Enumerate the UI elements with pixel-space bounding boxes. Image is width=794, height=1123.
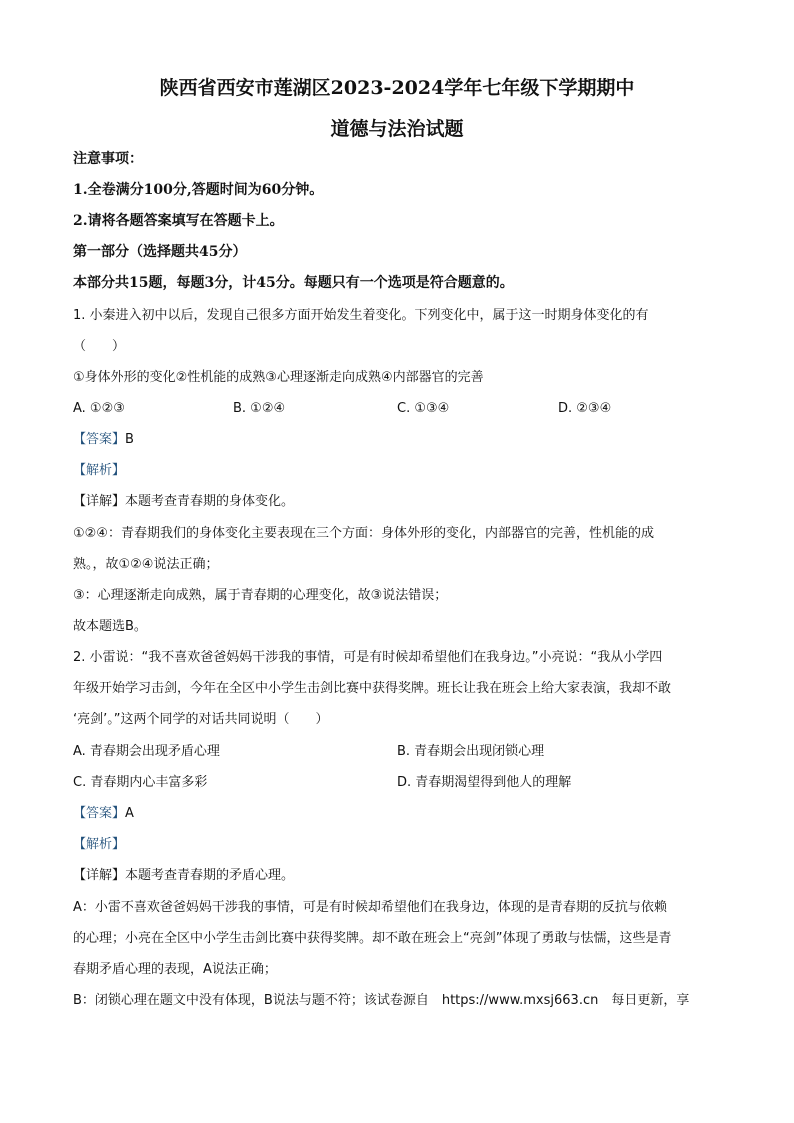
question-stem: 年级开始学习击剑，今年在全区中小学生击剑比赛中获得奖牌。班长让我在班会上给大家表演，我却不敢 [73, 681, 672, 696]
detail-line [73, 493, 294, 511]
explanation-line: 故本题选B。 [73, 619, 147, 634]
option-b: B. 青春期会出现闭锁心理 [397, 744, 545, 759]
answer-tag: 【答案】 [73, 432, 126, 447]
question-stem: ‘亮剑’。”这两个同学的对话共同说明（ ） [73, 712, 329, 727]
question-stem: 1. 小秦进入初中以后，发现自己很多方面开始发生着变化。下列变化中，属于这一时期身体变化的有 [73, 308, 649, 323]
notice-item: 2.请将各题答案填写在答题卡上。 [73, 213, 284, 229]
question-statements: ①身体外形的变化②性机能的成熟③心理逐渐走向成熟④内部器官的完善 [73, 370, 484, 385]
page-title: 陕西省西安市莲湖区2023-2024学年七年级下学期期中 [159, 77, 635, 99]
option-d: D. 青春期渴望得到他人的理解 [397, 775, 572, 790]
explanation-line: 的心理；小亮在全区中小学生击剑比赛中获得奖牌。却不敢在班会上“亮剑”体现了勇敢与怯懦，这些是青 [73, 931, 672, 946]
question-blank: （ ） [73, 339, 126, 354]
explanation-line: A：小雷不喜欢爸爸妈妈干涉我的事情，可是有时候却希望他们在我身边，体现的是青春期的反抗与依赖 [73, 900, 667, 915]
option-a: A. 青春期会出现矛盾心理 [73, 744, 220, 759]
option-b: B. ①②④ [233, 401, 286, 416]
explanation-line: 熟。，故①②④说法正确； [73, 557, 219, 572]
explanation-line: B：闭锁心理在题文中没有体现，B说法与题不符；该试卷源自 https://www.mxsj663.cn 每日更新，享 [73, 993, 690, 1008]
detail-intro: 本题考查青春期的矛盾心理。 [125, 868, 295, 883]
page-subtitle: 道德与法治试题 [330, 118, 464, 140]
question-stem: 2. 小雷说：“我不喜欢爸爸妈妈干涉我的事情，可是有时候却希望他们在我身边。”小亮说：“我从小学四 [73, 650, 663, 665]
explanation-line: ③：心理逐渐走向成熟，属于青春期的心理变化，故③说法错误； [73, 588, 448, 603]
explanation-line: ①②④：青春期我们的身体变化主要表现在三个方面：身体外形的变化，内部器官的完善，性机能的成 [73, 526, 654, 541]
section-heading: 第一部分（选择题共45分） [73, 244, 247, 260]
analysis-tag: 【解析】 [73, 463, 126, 478]
option-d: D. ②③④ [558, 401, 612, 416]
answer-value: A [125, 806, 134, 821]
answer-value: B [125, 432, 134, 447]
analysis-tag: 【解析】 [73, 837, 126, 852]
detail-tag: 【详解】 [73, 494, 126, 509]
answer-line [73, 431, 134, 449]
detail-intro: 本题考查青春期的身体变化。 [125, 494, 295, 509]
answer-tag: 【答案】 [73, 806, 126, 821]
notice-heading: 注意事项： [73, 151, 143, 167]
answer-line [73, 805, 134, 823]
detail-line [73, 867, 294, 885]
option-c: C. 青春期内心丰富多彩 [73, 775, 208, 790]
notice-item: 1.全卷满分100分,答题时间为60分钟。 [73, 182, 324, 198]
option-c: C. ①③④ [397, 401, 450, 416]
section-instruction: 本部分共15题，每题3分，计45分。每题只有一个选项是符合题意的。 [73, 275, 514, 291]
explanation-line: 春期矛盾心理的表现，A说法正确； [73, 962, 277, 977]
option-a: A. ①②③ [73, 401, 125, 416]
detail-tag: 【详解】 [73, 868, 126, 883]
